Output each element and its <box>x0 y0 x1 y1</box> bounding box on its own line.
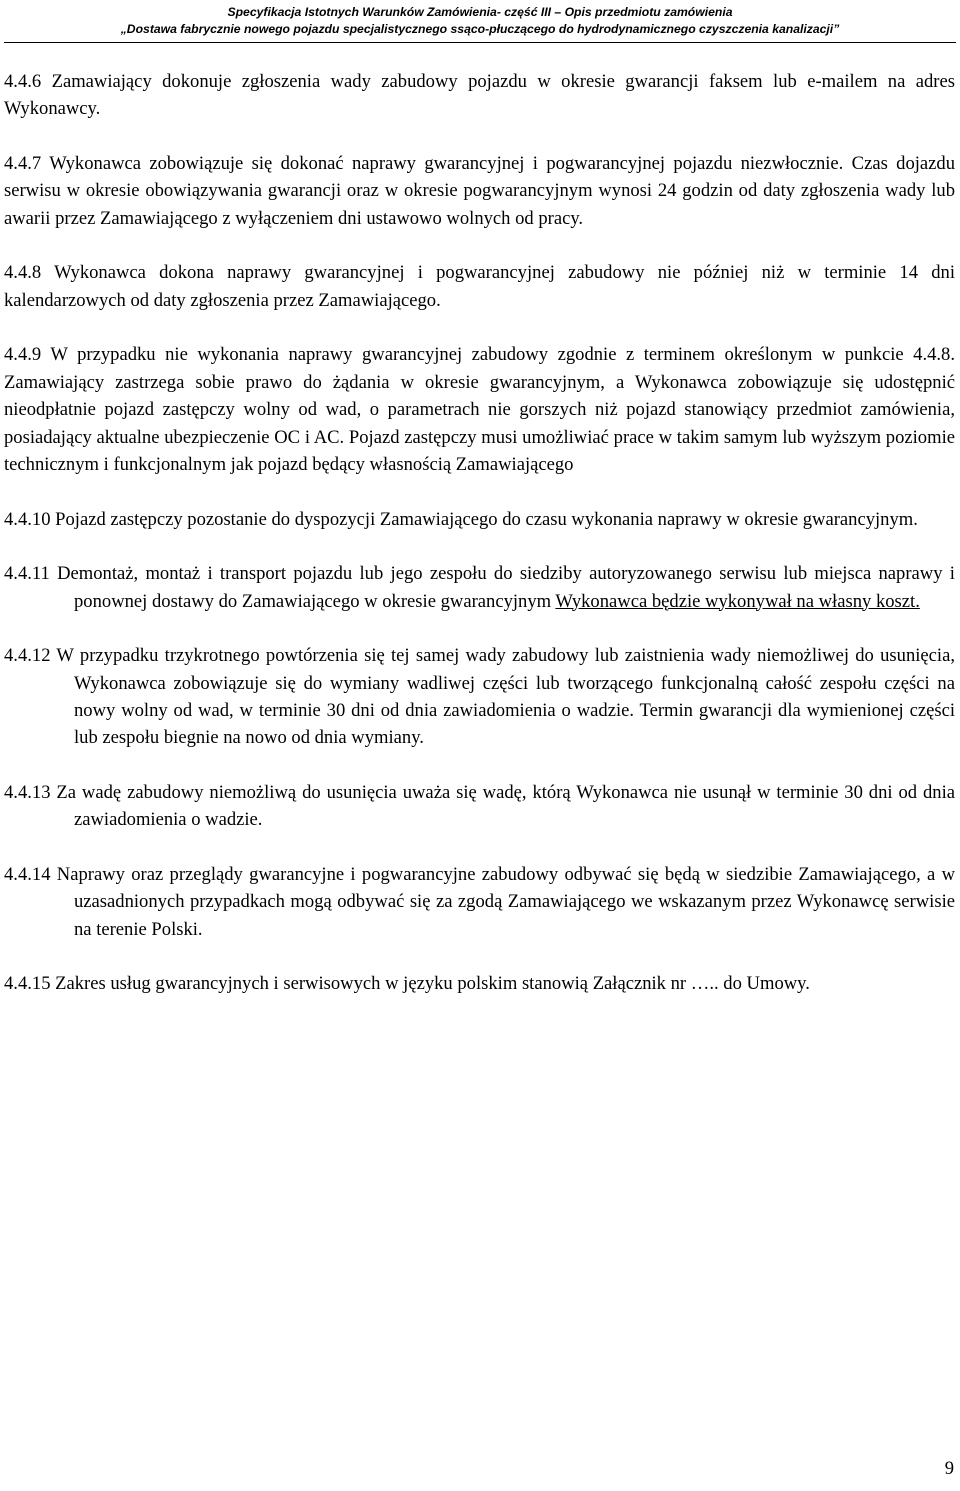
paragraph-text: W przypadku nie wykonania naprawy gwarancyjnej zabudowy zgodnie z terminem określonym w punkcie 4.4.8. Zamawiający zastrzega sobie prawo do żądania w okresie gwarancyjnym, a Wykonawca zobowiązuje się udostępnić nieodpłatnie pojazd zastępczy wolny od wad, o parametrach nie gorszych niż pojazd stanowiący przedmiot zamówienia, posiadający aktualne ubezpieczenie OC i AC. Pojazd zastępczy musi umożliwiać prace w takim samym lub wyższym poziomie technicznym i funkcjonalnym jak pojazd będący własnością Zamawiającego <box>4 344 955 476</box>
paragraph-number: 4.4.7 <box>4 153 42 174</box>
paragraph-number: 4.4.9 <box>4 344 42 366</box>
paragraph-4-4-8 <box>4 259 955 314</box>
paragraph-4-4-12 <box>4 642 955 752</box>
paragraph-number: 4.4.10 <box>4 508 51 530</box>
paragraph-number: 4.4.14 <box>4 864 51 886</box>
paragraph-text: Wykonawca dokona naprawy gwarancyjnej i pogwarancyjnej zabudowy nie później niż w terminie 14 dni kalendarzowych od daty zgłoszenia przez Zamawiającego. <box>4 262 956 311</box>
paragraph-number: 4.4.15 <box>4 973 51 995</box>
paragraph-text: Naprawy oraz przeglądy gwarancyjne i pogwarancyjne zabudowy odbywać się będą w siedzibie Zamawiającego, a w uzasadnionych przypadkach mogą odbywać się za zgodą Zamawiającego we wskazanym przez Wykonawcę serwisie na terenie Polski. <box>56 864 956 940</box>
paragraph-4-4-10 <box>4 506 955 533</box>
paragraph-text: Demontaż, montaż i transport pojazdu lub jego zespołu do siedziby autoryzowanego serwisu lub miejsca naprawy i ponownej dostawy do Zamawiającego w okresie gwarancyjnym <box>57 563 955 612</box>
paragraph-text: Wykonawca zobowiązuje się dokonać naprawy gwarancyjnej i pogwarancyjnej pojazdu niezwłocznie. Czas dojazdu serwisu w okresie obowiązywania gwarancji oraz w okresie pogwarancyjnym wynosi 24 godzin od daty zgłoszenia wady lub awarii przez Zamawiającego z wyłączeniem dni ustawowo wolnych od pracy. <box>4 153 956 229</box>
document-body <box>4 68 955 1025</box>
paragraph-number: 4.4.11 <box>4 563 50 585</box>
paragraph-4-4-11 <box>4 560 955 615</box>
paragraph-4-4-7 <box>4 150 955 232</box>
paragraph-text: Za wadę zabudowy niemożliwą do usunięcia uważa się wadę, którą Wykonawca nie usunął w terminie 30 dni od dnia zawiadomienia o wadzie. <box>56 782 955 831</box>
header-title: Specyfikacja Istotnych Warunków Zamówienia- część III – Opis przedmiotu zamówienia <box>227 5 733 19</box>
underlined-text: Wykonawca będzie wykonywał na własny koszt. <box>555 590 920 612</box>
paragraph-number: 4.4.6 <box>4 71 42 92</box>
paragraph-4-4-15 <box>4 970 955 997</box>
paragraph-4-4-14 <box>4 861 955 943</box>
paragraph-number: 4.4.8 <box>4 262 42 284</box>
paragraph-text: Zamawiający dokonuje zgłoszenia wady zabudowy pojazdu w okresie gwarancji faksem lub e-mailem na adres Wykonawcy. <box>4 71 955 120</box>
paragraph-text: Zakres usług gwarancyjnych i serwisowych w języku polskim stanowią Załącznik nr ….. do Umowy. <box>55 973 810 995</box>
paragraph-number: 4.4.13 <box>4 782 51 804</box>
paragraph-4-4-9 <box>4 341 955 478</box>
header-divider <box>4 42 956 43</box>
paragraph-4-4-13 <box>4 779 955 834</box>
paragraph-number: 4.4.12 <box>4 645 51 667</box>
page-number: 9 <box>944 1458 954 1479</box>
paragraph-text: W przypadku trzykrotnego powtórzenia się tej samej wady zabudowy lub zaistnienia wady niemożliwej do usunięcia, Wykonawca zobowiązuje się do wymiany wadliwej części lub tworzącego funkcjonalną całość zespołu części na nowy wolny od wad, w terminie 30 dni od dnia zawiadomienia o wadzie. Termin gwarancji dla wymienionej części lub zespołu biegnie na nowo od dnia wymiany. <box>56 645 955 749</box>
header-subtitle: „Dostawa fabrycznie nowego pojazdu specjalistycznego ssąco-płuczącego do hydrodynamicznego czyszczenia kanalizacji” <box>120 21 840 36</box>
page-header <box>0 0 960 37</box>
paragraph-text: Pojazd zastępczy pozostanie do dyspozycji Zamawiającego do czasu wykonania naprawy w okresie gwarancyjnym. <box>55 508 918 530</box>
paragraph-4-4-6 <box>4 68 955 123</box>
